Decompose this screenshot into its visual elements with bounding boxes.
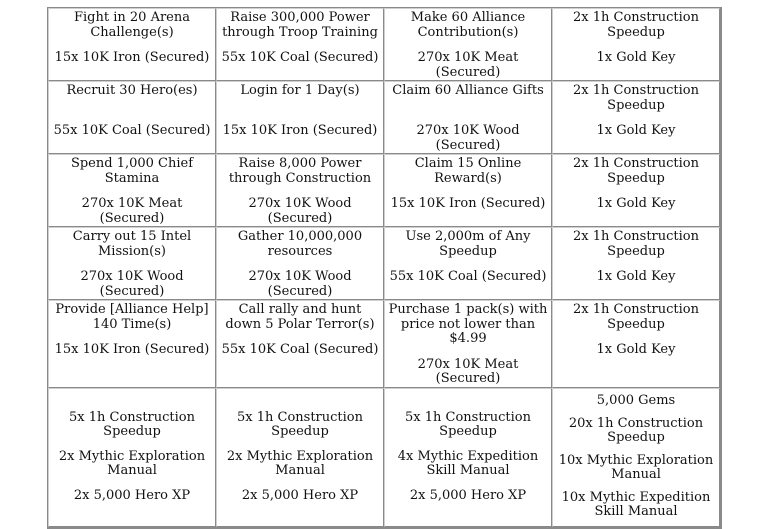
final-reward-item: 2x Mythic Exploration Manual xyxy=(226,448,374,479)
final-reward-item: 2x Mythic Exploration Manual xyxy=(58,448,206,479)
task-cell xyxy=(216,8,384,81)
task-cell-content xyxy=(219,301,381,387)
task-cell xyxy=(384,81,552,154)
task-cell-content xyxy=(219,9,381,80)
task-text: 2x 1h Construction Speedup xyxy=(572,83,699,113)
task-cell-content xyxy=(51,301,213,387)
task-cell xyxy=(48,154,216,227)
reward-text: 15x 10K Iron (Secured) xyxy=(54,342,210,357)
final-reward-list xyxy=(51,389,213,526)
task-text: Spend 1,000 Chief Stamina xyxy=(70,156,194,186)
task-cell xyxy=(552,227,720,300)
task-cell-content xyxy=(51,9,213,80)
table-row xyxy=(48,81,720,154)
final-reward-cell xyxy=(384,388,552,527)
reward-text: 55x 10K Coal (Secured) xyxy=(53,123,211,138)
reward-grid-body xyxy=(48,8,720,527)
reward-text: 1x Gold Key xyxy=(596,196,676,211)
task-text: Carry out 15 Intel Mission(s) xyxy=(72,229,192,259)
reward-text: 15x 10K Iron (Secured) xyxy=(54,50,210,65)
task-cell-content xyxy=(387,155,549,226)
table-row xyxy=(48,8,720,81)
task-cell-content xyxy=(387,228,549,299)
task-cell xyxy=(216,81,384,154)
reward-text: 55x 10K Coal (Secured) xyxy=(221,50,379,65)
final-reward-list xyxy=(555,389,717,526)
task-cell-content xyxy=(555,82,717,153)
task-cell xyxy=(384,300,552,388)
reward-grid xyxy=(47,7,722,529)
task-cell xyxy=(48,8,216,81)
reward-text: 270x 10K Wood (Secured) xyxy=(248,196,352,226)
task-cell-content xyxy=(219,82,381,153)
final-reward-item: 5,000 Gems xyxy=(596,393,676,409)
task-cell-content xyxy=(387,301,549,387)
reward-text: 15x 10K Iron (Secured) xyxy=(222,123,378,138)
task-cell xyxy=(552,154,720,227)
reward-text: 270x 10K Wood (Secured) xyxy=(80,269,184,299)
task-text: Call rally and hunt down 5 Polar Terror(s) xyxy=(225,302,375,332)
task-cell-content xyxy=(555,9,717,80)
reward-text: 15x 10K Iron (Secured) xyxy=(390,196,546,211)
task-cell xyxy=(216,300,384,388)
task-cell-content xyxy=(555,228,717,299)
reward-text: 1x Gold Key xyxy=(596,269,676,284)
task-cell xyxy=(384,154,552,227)
reward-text: 270x 10K Meat (Secured) xyxy=(81,196,183,226)
final-reward-item: 4x Mythic Expedition Skill Manual xyxy=(397,448,539,479)
task-text: Raise 300,000 Power through Troop Training xyxy=(222,10,378,40)
task-cell xyxy=(552,300,720,388)
task-cell xyxy=(48,81,216,154)
task-cell xyxy=(384,8,552,81)
task-cell-content xyxy=(387,82,549,153)
final-reward-row xyxy=(48,388,720,527)
task-cell-content xyxy=(555,301,717,387)
reward-text: 55x 10K Coal (Secured) xyxy=(221,342,379,357)
final-reward-cell xyxy=(552,388,720,527)
task-text: 2x 1h Construction Speedup xyxy=(572,229,699,259)
task-text: Provide [Alliance Help] 140 Time(s) xyxy=(55,302,209,332)
final-reward-list xyxy=(219,389,381,526)
task-text: Login for 1 Day(s) xyxy=(240,83,360,98)
final-reward-item: 5x 1h Construction Speedup xyxy=(68,409,195,440)
reward-text: 1x Gold Key xyxy=(596,123,676,138)
task-cell xyxy=(552,8,720,81)
reward-text: 270x 10K Wood (Secured) xyxy=(416,123,520,153)
final-reward-item: 20x 1h Construction Speedup xyxy=(568,415,704,446)
table-row xyxy=(48,227,720,300)
final-reward-item: 2x 5,000 Hero XP xyxy=(241,487,359,503)
task-cell-content xyxy=(555,155,717,226)
task-cell xyxy=(216,227,384,300)
final-reward-list xyxy=(387,389,549,526)
task-text: Make 60 Alliance Contribution(s) xyxy=(410,10,526,40)
task-text: Claim 60 Alliance Gifts xyxy=(392,83,544,98)
task-text: 2x 1h Construction Speedup xyxy=(572,156,699,186)
task-cell xyxy=(552,81,720,154)
task-text: 2x 1h Construction Speedup xyxy=(572,302,699,332)
reward-text: 55x 10K Coal (Secured) xyxy=(389,269,547,284)
reward-text: 270x 10K Meat (Secured) xyxy=(417,50,519,80)
final-reward-item: 10x Mythic Expedition Skill Manual xyxy=(561,489,711,520)
task-text: Fight in 20 Arena Challenge(s) xyxy=(74,10,190,40)
task-cell-content xyxy=(387,9,549,80)
reward-text: 270x 10K Wood (Secured) xyxy=(248,269,352,299)
task-cell xyxy=(48,227,216,300)
task-cell-content xyxy=(51,228,213,299)
task-cell xyxy=(216,154,384,227)
reward-text: 270x 10K Meat (Secured) xyxy=(417,356,519,386)
final-reward-item: 2x 5,000 Hero XP xyxy=(409,487,527,503)
task-text: 2x 1h Construction Speedup xyxy=(572,10,699,40)
final-reward-item: 5x 1h Construction Speedup xyxy=(236,409,363,440)
task-text: Gather 10,000,000 resources xyxy=(237,229,363,259)
task-cell-content xyxy=(219,228,381,299)
table-row xyxy=(48,300,720,388)
reward-text: 1x Gold Key xyxy=(596,342,676,357)
final-reward-item: 5x 1h Construction Speedup xyxy=(404,409,531,440)
task-text: Purchase 1 pack(s) with price not lower than $4.99 xyxy=(388,302,548,346)
task-text: Recruit 30 Hero(es) xyxy=(66,83,198,98)
final-reward-cell xyxy=(48,388,216,527)
task-cell-content xyxy=(51,155,213,226)
task-cell-content xyxy=(51,82,213,153)
table-row xyxy=(48,154,720,227)
final-reward-item: 10x Mythic Exploration Manual xyxy=(558,452,714,483)
final-reward-item: 2x 5,000 Hero XP xyxy=(73,487,191,503)
task-cell xyxy=(384,227,552,300)
task-text: Claim 15 Online Reward(s) xyxy=(414,156,522,186)
reward-text: 1x Gold Key xyxy=(596,50,676,65)
task-cell-content xyxy=(219,155,381,226)
final-reward-cell xyxy=(216,388,384,527)
task-text: Raise 8,000 Power through Construction xyxy=(228,156,372,186)
task-cell xyxy=(48,300,216,388)
task-text: Use 2,000m of Any Speedup xyxy=(405,229,531,259)
